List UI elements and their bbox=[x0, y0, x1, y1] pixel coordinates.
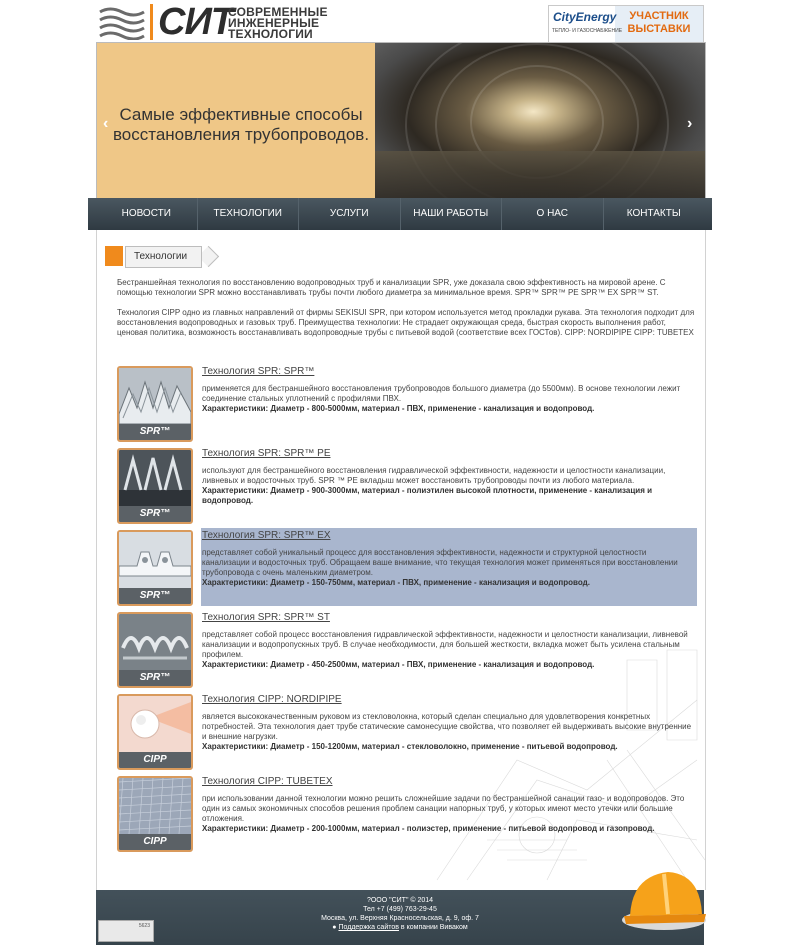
visit-counter[interactable] bbox=[98, 920, 154, 942]
logo-line: ТЕХНОЛОГИИ bbox=[228, 27, 313, 41]
tech-description bbox=[202, 630, 694, 670]
logo-tagline bbox=[228, 7, 328, 40]
support-icon: ● bbox=[332, 924, 337, 931]
tech-description bbox=[202, 712, 694, 752]
tech-description bbox=[202, 384, 694, 414]
waves-logo-icon bbox=[98, 6, 146, 40]
nav-item-news[interactable]: НОВОСТИ bbox=[96, 198, 198, 230]
tech-thumbnail-caption: SPR™ bbox=[119, 506, 191, 522]
breadcrumb-current: Технологии bbox=[125, 246, 202, 268]
header bbox=[0, 0, 800, 44]
site-logo[interactable] bbox=[98, 1, 338, 43]
tech-thumbnail-caption: SPR™ bbox=[119, 670, 191, 686]
support-company: в компании Виваком bbox=[398, 924, 468, 931]
tech-summary: представляет собой процесс восстановления гидравлической эффективности, надежности и целостности канализации, ливневой канализации и водопропускных труб. В случае необходимости, для большей жесткости, вкладка может быть усилена стальным профилем. bbox=[202, 630, 688, 659]
tech-summary: используют для бестраншейного восстановления гидравлической эффективности, надежности и целостности канализации, ливневых и водосточных труб. SPR ™ PE вкладыш может восстановить трубопроводы почти из любого материала. bbox=[202, 466, 666, 485]
spr-ex-profile-image bbox=[119, 532, 191, 588]
tech-thumbnail[interactable] bbox=[117, 366, 193, 442]
nav-item-contacts[interactable]: КОНТАКТЫ bbox=[626, 208, 681, 219]
expo-badge-line: УЧАСТНИК bbox=[629, 10, 689, 22]
tech-title-link[interactable]: Технология SPR: SPR™ bbox=[202, 366, 315, 377]
slide-caption: Самые эффективные способы восстановления трубопроводов. bbox=[112, 105, 370, 144]
tech-summary: является высококачественным руковом из стекловолокна, который сделан специально для удовлетворения конкретных потребностей. Эта технология дает трубе статические самонесущие свойства, что позволяет ей выдерживать высокие внутренние и внешние нагрузки. bbox=[202, 712, 692, 741]
cipp-tubetex-image bbox=[119, 778, 191, 834]
expo-subtitle: ТЕПЛО- И ГАЗОСНАБЖЕНИЕ bbox=[552, 28, 623, 34]
tech-thumbnail[interactable] bbox=[117, 694, 193, 770]
construction-sketch-background bbox=[427, 640, 705, 890]
tech-thumbnail-caption: SPR™ bbox=[119, 588, 191, 604]
breadcrumb bbox=[105, 246, 195, 266]
tech-thumbnail[interactable] bbox=[117, 612, 193, 688]
tech-thumbnail[interactable] bbox=[117, 530, 193, 606]
tech-thumbnail-caption: SPR™ bbox=[119, 424, 191, 440]
tech-specs: Характеристики: Диаметр - 900-3000мм, материал - полиэтилен высокой плотности, применение - канализация и водопровод. bbox=[202, 486, 653, 505]
support-link[interactable]: Поддержка сайтов bbox=[338, 924, 399, 931]
expo-badge-line: ВЫСТАВКИ bbox=[627, 23, 691, 35]
cipp-nordipipe-image bbox=[119, 696, 191, 752]
tech-summary: применяется для бестраншейного восстановления трубопроводов большого диаметра (до 5500мм). В основе технологии лежит соединение стальных уплотнений с профилями ПВХ. bbox=[202, 384, 681, 403]
tech-thumbnail-caption: CIPP bbox=[119, 752, 191, 768]
logo-line: ИНЖЕНЕРНЫЕ bbox=[228, 16, 320, 30]
intro-paragraph: Технология CIPP одно из главных направлений от фирмы SEKISUI SPR, при котором используется метод прокладки рукава. Эта технология подходит для восстановления водопроводных и газовых труб. Преимущества технологии: Не страдает окружающая среда, быстрая скорость выполнения работ, ценовая политика, возможность восстанавливать водопроводные трубы с питьевой водой (соответствие всех ГОСТов). CIPP: NORDIPIPE CIPP: TUBETEX bbox=[117, 308, 695, 337]
hero-slider bbox=[96, 42, 706, 200]
footer-support bbox=[96, 923, 704, 932]
tech-title-link[interactable]: Технология SPR: SPR™ PE bbox=[202, 448, 331, 459]
tech-title-link[interactable]: Технология SPR: SPR™ ST bbox=[202, 612, 330, 623]
spr-pe-profile-image bbox=[119, 450, 191, 506]
tech-description bbox=[202, 466, 694, 506]
footer-copyright: ?ООО "СИТ" © 2014 bbox=[366, 897, 434, 904]
spr-st-profile-image bbox=[119, 614, 191, 670]
pipe-tunnel-image bbox=[375, 43, 705, 199]
footer-contacts bbox=[96, 896, 704, 932]
intro-paragraph: Бестраншейная технология по восстановлению водопроводных труб и канализации SPR, уже доказала свою эффективность на мировой арене. С помощью технологии SPR можно восстанавливать трубы почти любого диаметра за минимальное время. SPR™ SPR™ PE SPR™ EX SPR™ ST. bbox=[117, 278, 666, 297]
tech-specs: Характеристики: Диаметр - 800-5000мм, материал - ПВХ, применение - канализация и водопровод. bbox=[202, 404, 595, 413]
footer bbox=[96, 890, 704, 945]
slider-next-arrow-icon[interactable]: › bbox=[687, 115, 693, 132]
nav-item-about[interactable]: О НАС bbox=[502, 198, 604, 230]
counter-value: 5623 bbox=[138, 923, 150, 929]
logo-wordmark: СИТ bbox=[158, 1, 233, 43]
tech-title-link[interactable]: Технология SPR: SPR™ EX bbox=[202, 530, 331, 541]
logo-line: СОВРЕМЕННЫЕ bbox=[228, 5, 328, 19]
main-content bbox=[96, 230, 706, 890]
tech-thumbnail[interactable] bbox=[117, 776, 193, 852]
tech-description bbox=[202, 548, 694, 588]
expo-brand-block bbox=[549, 6, 623, 42]
logo-divider bbox=[150, 4, 153, 40]
footer-address: Москва, ул. Верхняя Красносельская, д. 9, оф. 7 bbox=[321, 915, 479, 922]
tech-title-link[interactable]: Технология CIPP: NORDIPIPE bbox=[202, 694, 342, 705]
tech-thumbnail[interactable] bbox=[117, 448, 193, 524]
tech-title-link[interactable]: Технология CIPP: TUBETEX bbox=[202, 776, 333, 787]
tech-specs: Характеристики: Диаметр - 200-1000мм, материал - полиэстер, применение - питьевой водопровод и газопровод. bbox=[202, 824, 655, 833]
tech-summary: представляет собой уникальный процесс для восстановления эффективности, надежности и структурной целостности канализации и водосточных труб. Обращаем ваше внимание, что текущая технология может применяться при восстановлении трубопровода с очень маленьким диаметром. bbox=[202, 548, 678, 577]
expo-brand: CityEnergy bbox=[553, 10, 617, 24]
nav-item-technologies[interactable]: ТЕХНОЛОГИИ bbox=[198, 198, 300, 230]
breadcrumb-marker bbox=[105, 246, 123, 266]
nav-item-services[interactable]: УСЛУГИ bbox=[299, 198, 401, 230]
hard-hat-icon bbox=[620, 858, 710, 938]
footer-phone: Тел +7 (499) 763-29-45 bbox=[363, 906, 437, 913]
expo-badge-text bbox=[619, 10, 699, 36]
expo-participant-badge[interactable] bbox=[548, 5, 704, 43]
intro-text bbox=[117, 278, 697, 348]
tech-specs: Характеристики: Диаметр - 450-2500мм, материал - ПВХ, применение - канализация и водопровод. bbox=[202, 660, 595, 669]
slider-prev-arrow-icon[interactable]: ‹ bbox=[103, 115, 109, 132]
nav-item-our-works[interactable]: НАШИ РАБОТЫ bbox=[401, 198, 503, 230]
tech-thumbnail-caption: CIPP bbox=[119, 834, 191, 850]
slide-caption-panel bbox=[97, 43, 375, 199]
tech-specs: Характеристики: Диаметр - 150-750мм, материал - ПВХ, применение - канализация и водопровод. bbox=[202, 578, 590, 587]
main-nav bbox=[88, 198, 712, 230]
tech-specs: Характеристики: Диаметр - 150-1200мм, материал - стекловолокно, применение - питьевой водопровод. bbox=[202, 742, 618, 751]
spr-profile-image bbox=[119, 368, 191, 424]
tech-description bbox=[202, 794, 694, 834]
tech-summary: при использовании данной технологии можно решить сложнейшие задачи по бестраншейной санации газо- и водопроводов. Это один из самых экономичных способов решения проблем санации напорных труб, у которых имеют место утечки или большие отложения. bbox=[202, 794, 685, 823]
